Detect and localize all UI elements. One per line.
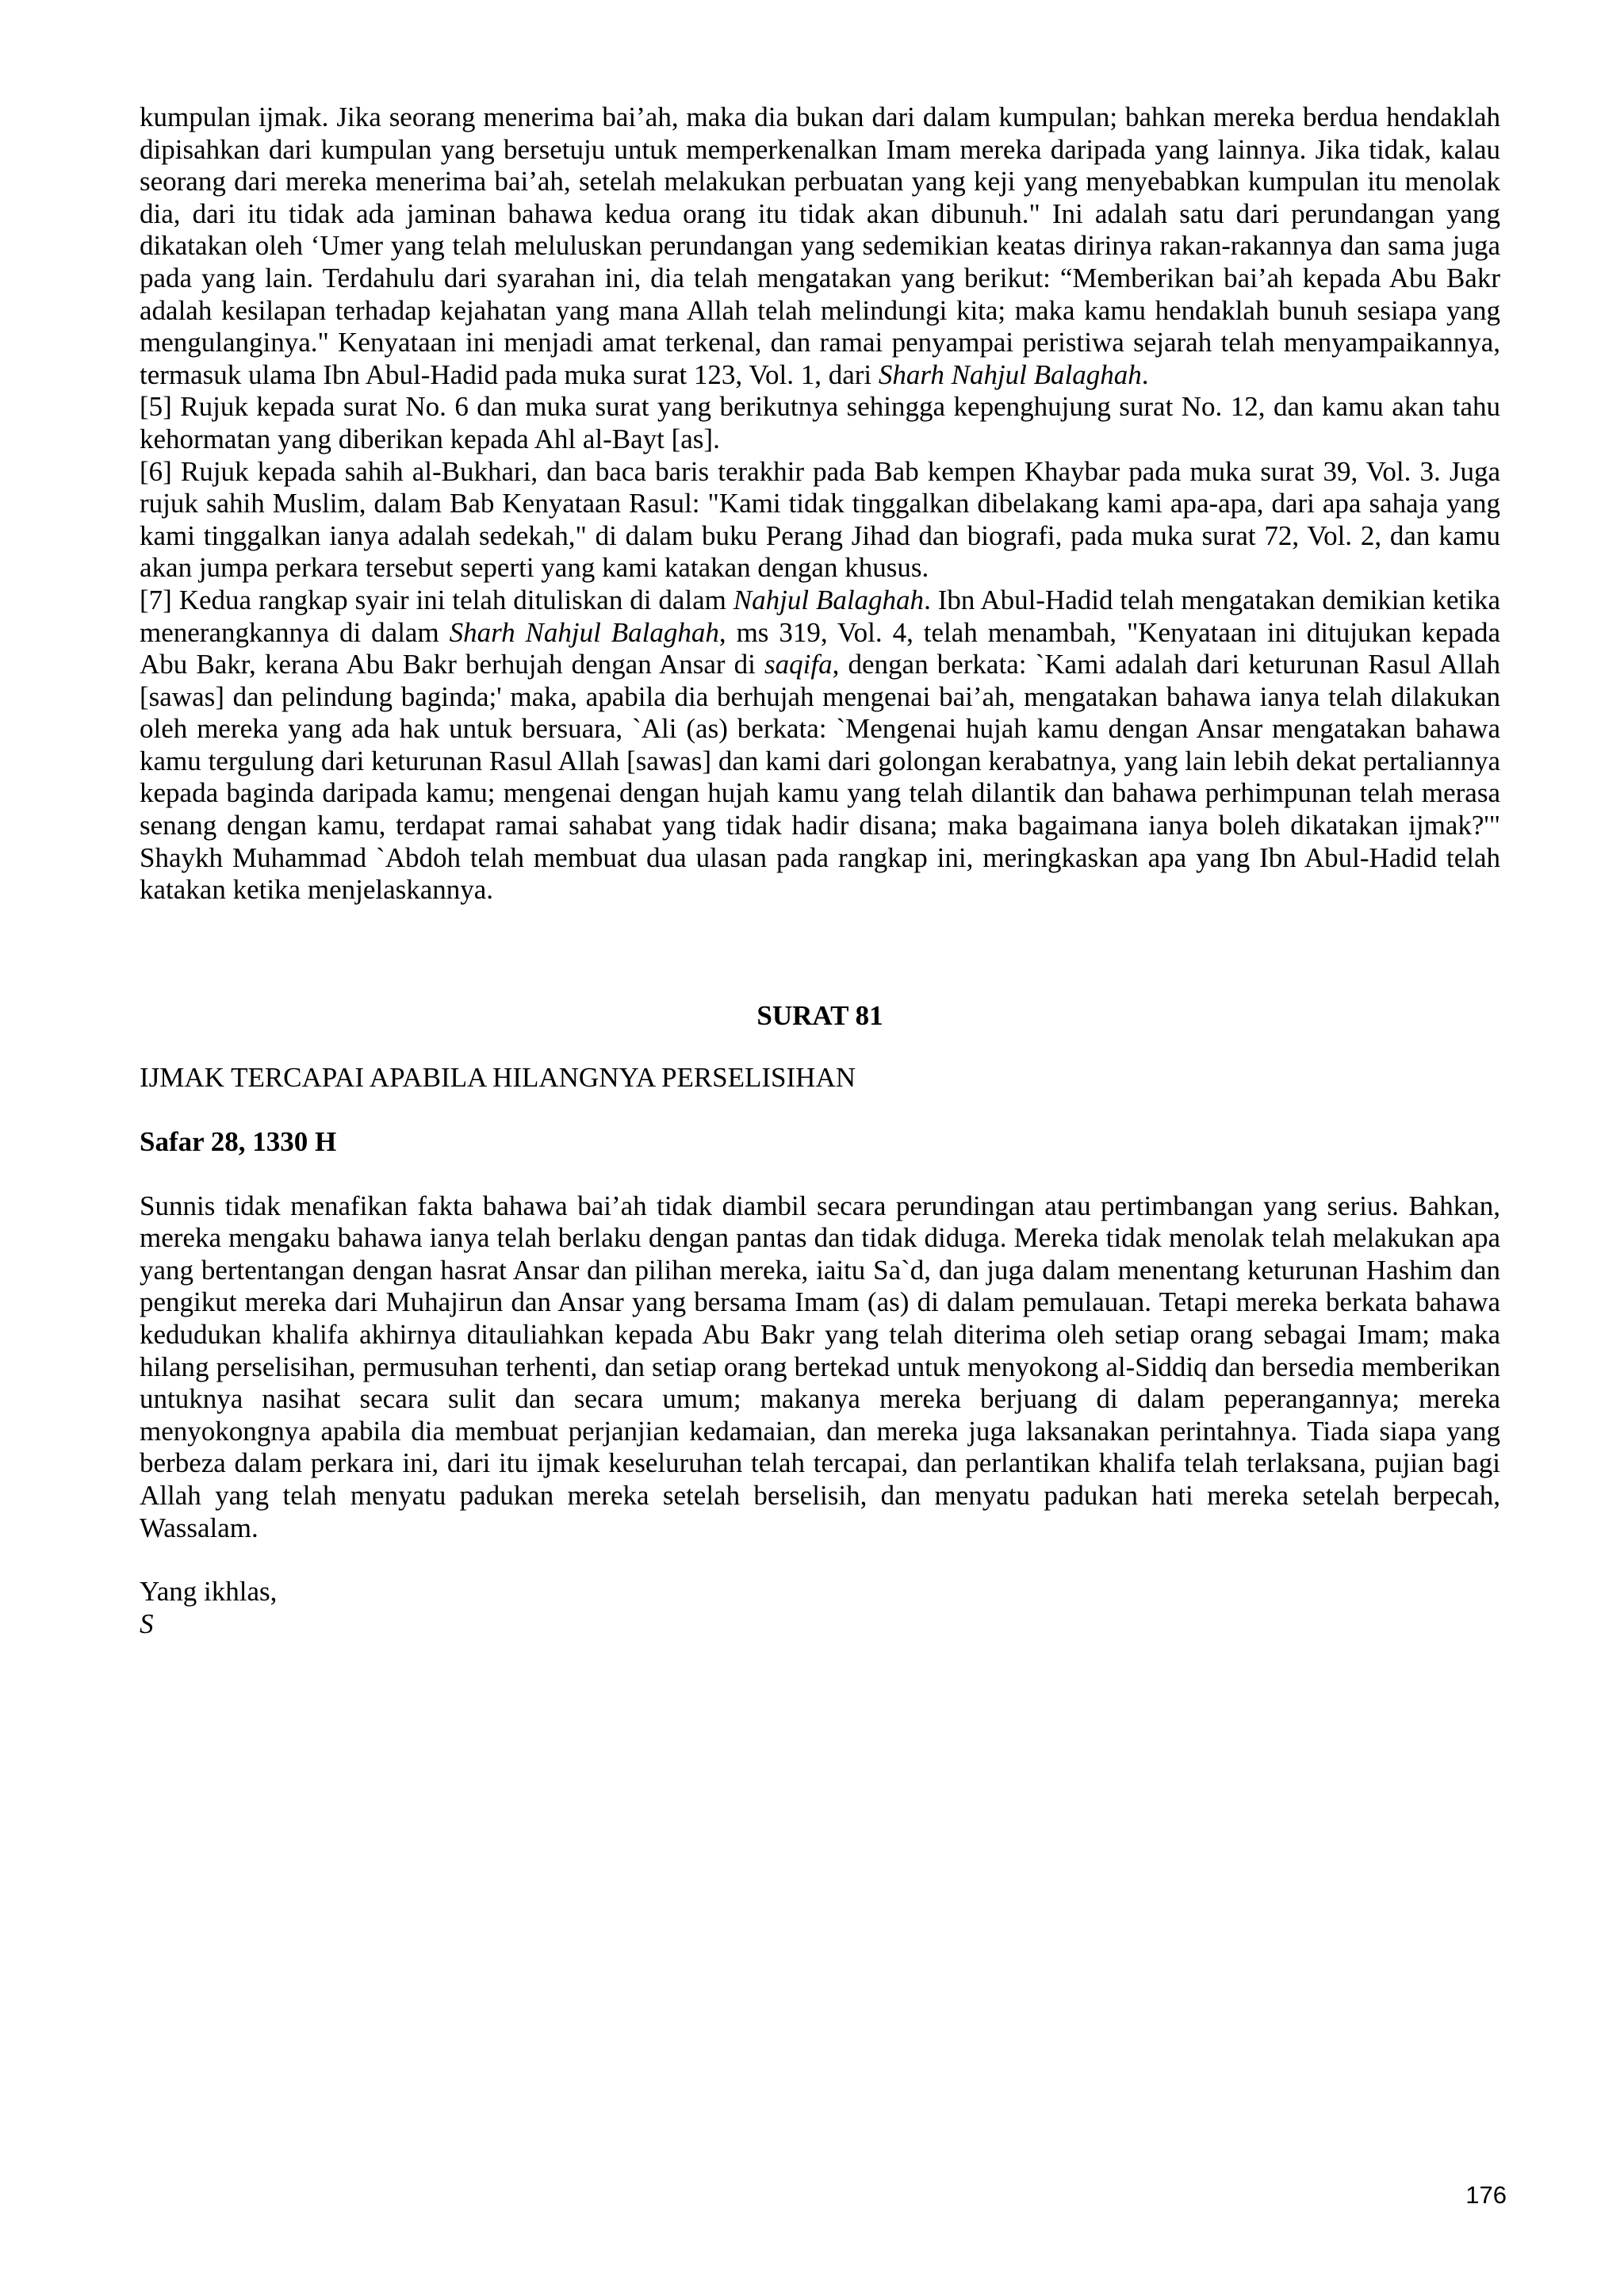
page-content [140, 102, 1500, 1640]
text-run: kumpulan ijmak. Jika seorang menerima bai’ah, maka dia bukan dari dalam kumpulan; bahkan mereka berdua hendaklah dipisahkan dari kumpulan yang bersetuju untuk memperkenalkan Imam mereka daripada yang lainnya. Jika tidak, kalau seorang dari mereka menerima bai’ah, setelah melakukan perbuatan yang keji yang menyebabkan kumpulan itu menolak dia, dari itu tidak ada jaminan bahawa kedua orang itu tidak akan dibunuh." Ini adalah satu dari perundangan yang dikatakan oleh ‘Umer yang telah meluluskan perundangan yang sedemikian keatas dirinya rakan-rakannya dan sama juga pada yang lain. Terdahulu dari syarahan ini, dia telah mengatakan yang berikut: “Memberikan bai’ah kepada Abu Bakr adalah kesilapan terhadap kejahatan yang mana Allah telah melindungi kita; maka kamu hendaklah bunuh sesiapa yang mengulanginya." Kenyataan ini menjadi amat terkenal, dan ramai penyampai peristiwa sejarah telah menyampaikannya, termasuk ulama Ibn Abul-Hadid pada muka surat 123, Vol. 1, dari [140, 102, 1500, 390]
page-number: 176 [1465, 2181, 1507, 2209]
text-run: . [1141, 358, 1149, 390]
section-title: SURAT 81 [756, 999, 883, 1031]
footnote-continuation [140, 102, 1500, 391]
footnote-7 [140, 585, 1500, 907]
section-heading: IJMAK TERCAPAI APABILA HILANGNYA PERSELISIHAN [140, 1062, 856, 1094]
closing-salutation: Yang ikhlas, [140, 1576, 278, 1608]
text-run: [5] Rujuk kepada surat No. 6 dan muka surat yang berikutnya sehingga kepenghujung surat No. 12, dan kamu akan tahu kehormatan yang diberikan kepada Ahl al-Bayt [as]. [140, 391, 1500, 454]
footnote-6 [140, 456, 1500, 585]
signature: S [140, 1608, 154, 1639]
text-run: , ms 319, Vol. 4, telah menambah, "Kenyataan ini ditujukan kepada Abu Bakr, kerana Abu Bakr berhujah dengan Ansar di [140, 616, 1500, 680]
body-paragraph: Sunnis tidak menafikan fakta bahawa bai’ah tidak diambil secara perundingan atau pertimbangan yang serius. Bahkan, mereka mengaku bahawa ianya telah berlaku dengan pantas dan tidak diduga. Mereka tidak menolak telah melakukan apa yang bertentangan dengan hasrat Ansar dan pilihan mereka, iaitu Sa`d, dan juga dalam menentang keturunan Hashim dan pengikut mereka dari Muhajirun dan Ansar yang bersama Imam (as) di dalam pemulauan. Tetapi mereka berkata bahawa kedudukan khalifa akhirnya ditauliahkan kepada Abu Bakr yang telah diterima oleh setiap orang sebagai Imam; maka hilang perselisihan, permusuhan terhenti, dan setiap orang bertekad untuk menyokong al-Siddiq dan bersedia memberikan untuknya nasihat secara sulit dan secara umum; makanya mereka berjuang di dalam peperangannya; mereka menyokongnya apabila dia membuat perjanjian kedamaian, dan mereka juga laksanakan perintahnya. Tiada siapa yang berbeza dalam perkara ini, dari itu ijmak keseluruhan telah tercapai, dan perlantikan khalifa telah terlaksana, pujian bagi Allah yang telah menyatu padukan mereka setelah berselisih, dan menyatu padukan hati mereka setelah berpecah, Wassalam. [140, 1190, 1500, 1543]
footnote-5 [140, 391, 1500, 455]
italic-title: Sharh Nahjul Balaghah [878, 358, 1142, 390]
text-run: . Ibn Abul-Hadid telah mengatakan demikian ketika menerangkannya di dalam [140, 584, 1500, 648]
footnotes [140, 102, 1500, 907]
italic-title: saqifa [764, 649, 833, 680]
text-run: [6] Rujuk kepada sahih al-Bukhari, dan baca baris terakhir pada Bab kempen Khaybar pada muka surat 39, Vol. 3. Juga rujuk sahih Muslim, dalam Bab Kenyataan Rasul: "Kami tidak tinggalkan dibelakang kami apa-apa, dari apa sahaja yang kami tinggalkan ianya adalah sedekah," di dalam buku Perang Jihad dan biografi, pada muka surat 72, Vol. 2, dan kamu akan jumpa perkara tersebut seperti yang kami katakan dengan khusus. [140, 455, 1500, 584]
italic-title: Nahjul Balaghah [733, 584, 925, 615]
text-run: , dengan berkata: `Kami adalah dari keturunan Rasul Allah [sawas] dan pelindung baginda;' maka, apabila dia berhujah mengenai bai’ah, mengatakan bahawa ianya telah dilakukan oleh mereka yang ada hak untuk bersuara, `Ali (as) berkata: `Mengenai hujah kamu dengan Ansar mengatakan bahawa kamu tergulung dari keturunan Rasul Allah [sawas] dan kami dari golongan kerabatnya, yang lain lebih dekat pertaliannya kepada baginda daripada kamu; mengenai dengan hujah kamu yang telah dilantik dan bahawa perhimpunan telah merasa senang dengan kamu, terdapat ramai sahabat yang tidak hadir disana; maka bagaimana ianya boleh dikatakan ijmak?'" Shaykh Muhammad `Abdoh telah membuat dua ulasan pada rangkap ini, meringkaskan apa yang Ibn Abul-Hadid telah katakan ketika menjelaskannya. [140, 649, 1500, 906]
italic-title: Sharh Nahjul Balaghah [449, 616, 719, 648]
text-run: [7] Kedua rangkap syair ini telah dituliskan di dalam [140, 584, 733, 615]
section-date: Safar 28, 1330 H [140, 1126, 337, 1158]
